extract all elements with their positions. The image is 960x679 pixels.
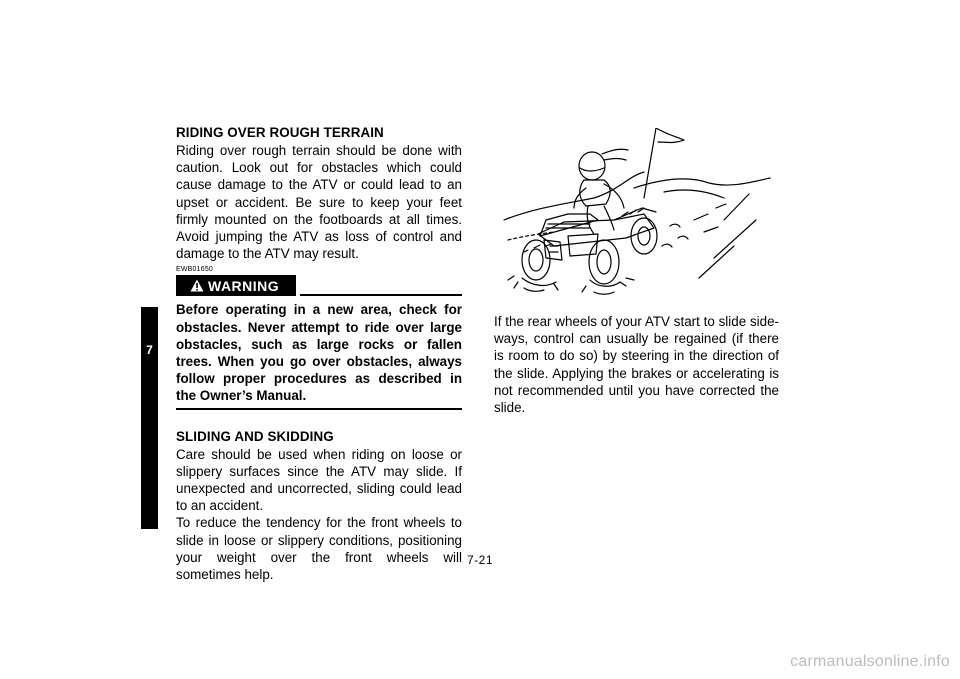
section-title-sliding: SLIDING AND SKIDDING bbox=[176, 428, 334, 444]
watermark: carmanualsonline.info bbox=[790, 653, 950, 670]
warning-rule bbox=[300, 294, 462, 296]
warning-triangle-icon bbox=[190, 279, 204, 292]
warning-code: EWB01650 bbox=[176, 266, 214, 274]
page-number: 7-21 bbox=[466, 553, 494, 567]
section-title-rough-terrain: RIDING OVER ROUGH TERRAIN bbox=[176, 125, 384, 140]
atv-rider-illustration bbox=[494, 128, 780, 304]
sliding-text-2: To reduce the tendency for the front wheels to slide in loose or slippery conditions, positioning your weight over the front wheels will sometimes help. bbox=[176, 515, 462, 583]
warning-badge bbox=[176, 275, 296, 296]
warning-label: WARNING bbox=[208, 277, 280, 294]
warning-text: Before operating in a new area, check for obstacles. Never attempt to ride over large obstacles, such as large rocks or fallen trees. When you go over obstacles, always follow proper procedures as described in the Owner’s Manual. bbox=[176, 302, 462, 404]
rough-terrain-text: Riding over rough terrain should be done with caution. Look out for obstacles which could cause damage to the ATV or could lead to an upset or accident. Be sure to keep your feet firmly mounted on the footboards at all times. Avoid jumping the ATV as loss of control and damage to the ATV may result. bbox=[176, 143, 462, 262]
warning-header bbox=[176, 275, 462, 296]
sideways-slide-text: If the rear wheels of your ATV start to slide sideways, control can usually be regained (if there is room to do so) by steering in the direction of the slide. Applying the brakes or accelerating is not recommended until you have corrected the slide. bbox=[494, 314, 779, 416]
chapter-number: 7 bbox=[146, 343, 153, 357]
left-column bbox=[176, 124, 462, 583]
right-column bbox=[494, 313, 779, 416]
chapter-tab bbox=[141, 307, 158, 529]
sliding-text-1: Care should be used when riding on loose or slippery surfaces since the ATV may slide. If unexpected and uncorrected, sliding could lead to an accident. bbox=[176, 446, 462, 514]
